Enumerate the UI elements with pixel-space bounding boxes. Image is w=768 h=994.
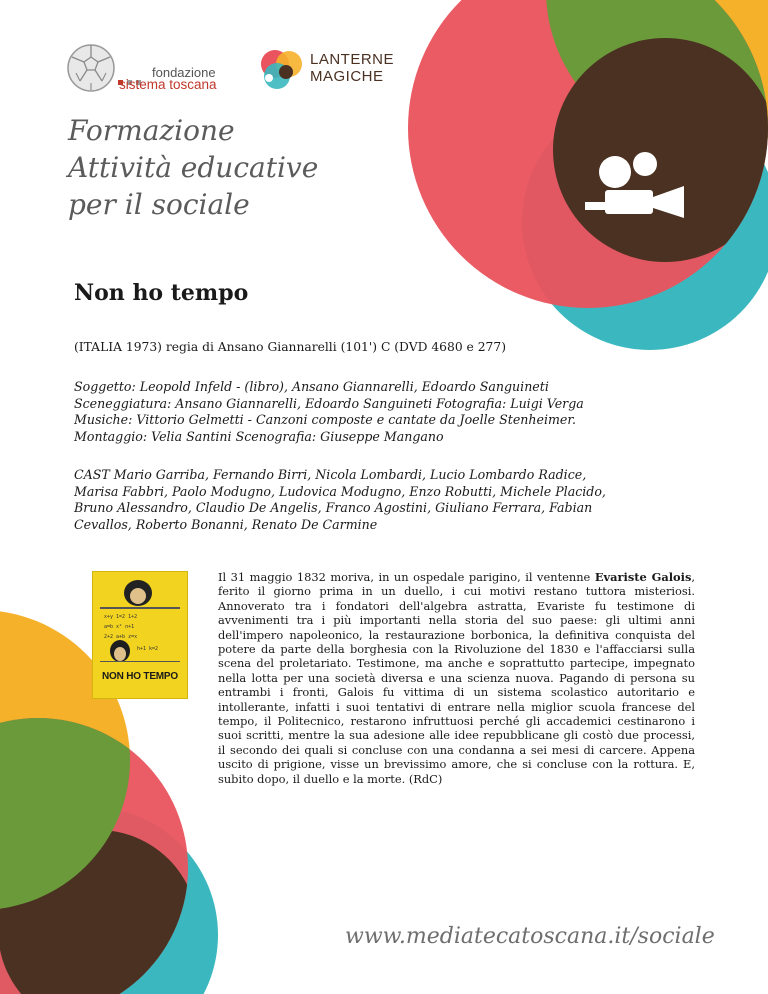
svg-text:x+y 1=2 1+2: x+y 1=2 1+2 bbox=[104, 614, 138, 620]
lanterne-logo-line2: MAGICHE bbox=[310, 68, 384, 85]
synopsis-protagonist: Evariste Galois bbox=[594, 570, 692, 584]
film-cast bbox=[74, 467, 699, 533]
fst-logo-line2: sistema toscana bbox=[119, 77, 217, 92]
fst-squares bbox=[118, 70, 148, 76]
svg-text:2+2 a+b z=x: 2+2 a+b z=x bbox=[104, 634, 138, 640]
synopsis-body: , ferito il giorno prima in un duello, i cui motivi restano tuttora misteriosi. Annoverato tra i fondatori dell'algebra astratta, Evariste fu testimone di avvenimenti tra i più importanti nella storia del suo paese: gli ultimi anni dell'impero napoleonico, la restaurazione borbonica, la definitiva conquista del potere da parte della borghesia con la Rivoluzione del 1830 e l'affacciarsi sulla scena del proletariato. Testimone, ma anche e soprattutto partecipe, impegnato nella lotta per una società diversa e una scienza nuova. Pagando di persona su entrambi i fronti, Galois fu vittima di un sistema scolastico autoritario e intollerante, infatti i suoi tentativi di entrare nella miglior scuola francese del tempo, il Politecnico, restarono infruttuosi perché gli accademici cestinarono i suoi scritti, mentre la sua adesione alle idee repubblicane gli costò due processi, il secondo dei quali si concluse con una condanna a sei mesi di carcere. Appena uscito di prigione, visse un brevissimo amore, che si concluse con la rottura. E, subito dopo, il duello e la morte. (RdC) bbox=[218, 570, 695, 786]
film-title: Non ho tempo bbox=[74, 280, 249, 306]
cast-line-1: CAST Mario Garriba, Fernando Birri, Nicola Lombardi, Lucio Lombardo Radice, bbox=[74, 467, 587, 482]
heading-line-3: per il sociale bbox=[68, 188, 250, 221]
cast-line-4: Cevallos, Roberto Bonanni, Renato De Carmine bbox=[74, 516, 378, 532]
fst-logo-line1: fondazione bbox=[152, 65, 216, 80]
svg-text:h+1 k=2: h+1 k=2 bbox=[137, 646, 159, 652]
credits-line-4: Montaggio: Velia Santini Scenografia: Giuseppe Mangano bbox=[74, 428, 444, 444]
cast-line-3: Bruno Alessandro, Claudio De Angelis, Franco Agostini, Giuliano Ferrara, Fabian bbox=[74, 500, 593, 515]
film-synopsis bbox=[218, 570, 695, 786]
credits-line-3: Musiche: Vittorio Gelmetti - Canzoni composte e cantate da Joelle Stenheimer. bbox=[74, 412, 577, 427]
credits-line-1: Soggetto: Leopold Infeld - (libro), Ansano Giannarelli, Edoardo Sanguineti bbox=[74, 379, 549, 394]
lanterne-magiche-logo bbox=[255, 48, 395, 92]
heading-line-2: Attività educative bbox=[68, 151, 319, 184]
fst-logo bbox=[66, 43, 226, 93]
football-icon bbox=[66, 43, 116, 93]
lanterne-logo-line1: LANTERNE bbox=[310, 51, 395, 68]
svg-text:a=b x² n+1: a=b x² n+1 bbox=[104, 624, 135, 630]
brown-overlap-circle bbox=[553, 38, 768, 262]
section-heading bbox=[68, 112, 368, 223]
film-poster bbox=[92, 571, 188, 699]
cast-line-2: Marisa Fabbri, Paolo Modugno, Ludovica Modugno, Enzo Robutti, Michele Placido, bbox=[74, 483, 606, 499]
heading-line-1: Formazione bbox=[68, 114, 235, 147]
credits-line-2: Sceneggiatura: Ansano Giannarelli, Edoardo Sanguineti Fotografia: Luigi Verga bbox=[74, 395, 584, 411]
poster-title: NON HO TEMPO bbox=[102, 671, 178, 682]
footer-url[interactable]: www.mediatecatoscana.it/sociale bbox=[345, 924, 715, 949]
film-credits bbox=[74, 379, 699, 445]
film-info: (ITALIA 1973) regia di Ansano Giannarelli (101') C (DVD 4680 e 277) bbox=[74, 340, 507, 354]
synopsis-intro: Il 31 maggio 1832 moriva, in un ospedale parigino, il ventenne bbox=[218, 570, 595, 584]
lanterne-circles-icon bbox=[255, 48, 307, 90]
